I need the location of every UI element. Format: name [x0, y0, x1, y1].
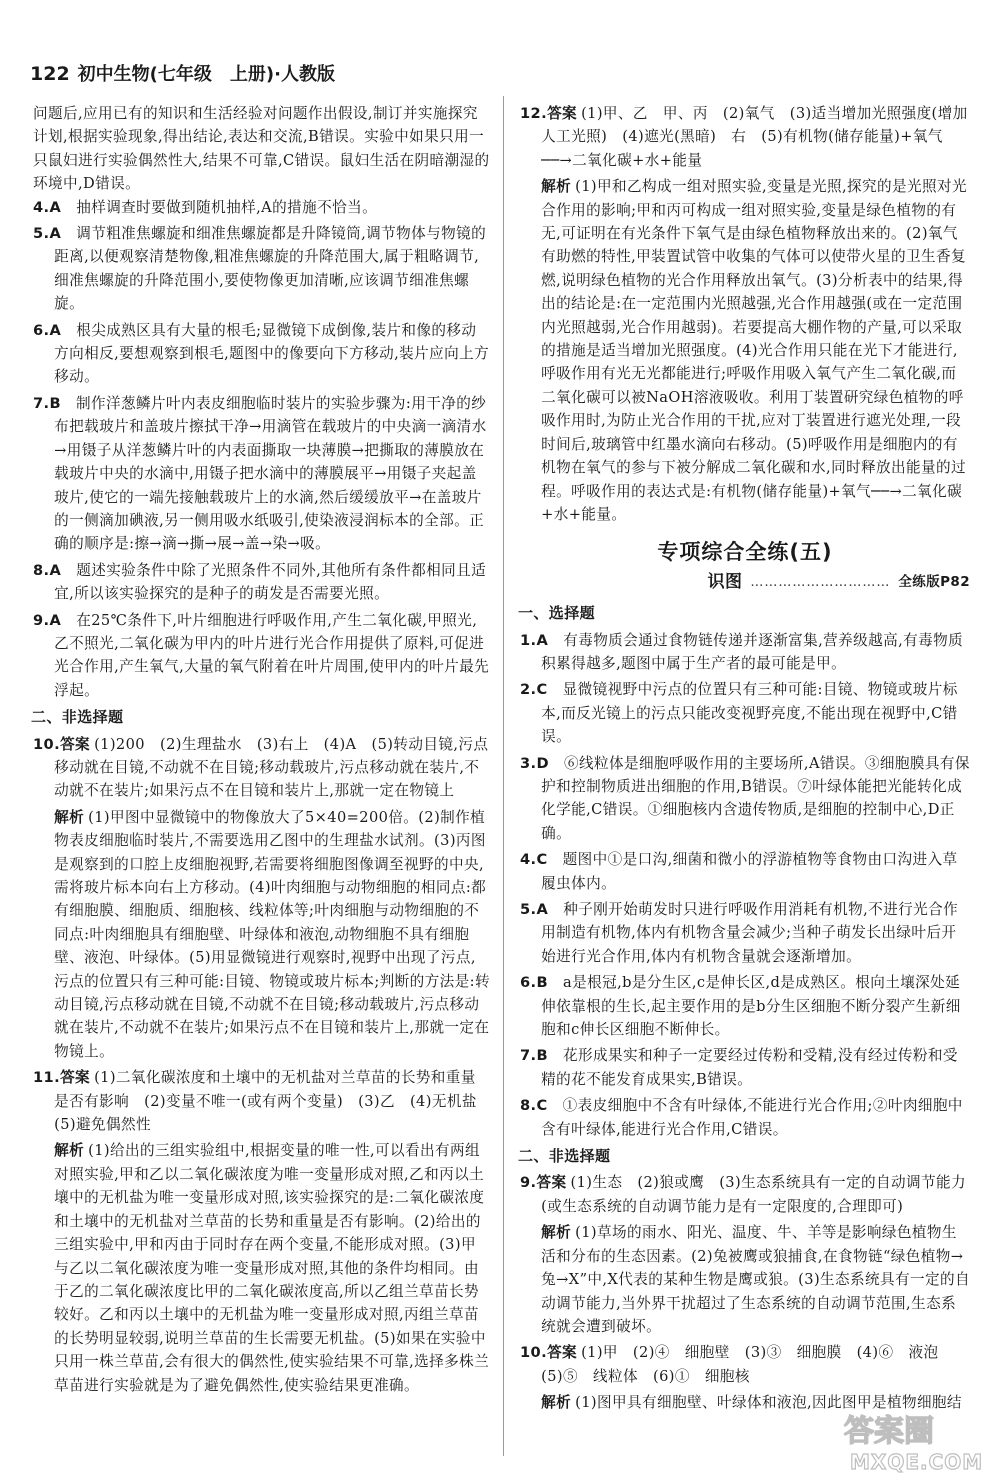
explain-label: 解析 — [541, 178, 572, 196]
item-number: 7.B — [520, 1047, 549, 1065]
item-text: 题图中①是口沟,细菌和微小的浮游植物等食物由口沟进入草履虫体内。 — [541, 851, 958, 892]
item-number: 7.B — [33, 394, 62, 412]
item-number: 1.A — [520, 631, 549, 649]
explain-label: 解析 — [541, 1394, 572, 1412]
explanation — [33, 806, 490, 1063]
item-number: 11. — [33, 1069, 61, 1087]
explain-text: (1)图甲具有细胞壁、叶绿体和液泡,因此图甲是植物细胞结 — [575, 1394, 962, 1412]
answer-item — [520, 752, 970, 846]
explain-label: 解析 — [541, 1224, 572, 1242]
item-number: 8.A — [33, 561, 62, 579]
item-text: 显微镜视野中污点的位置只有三种可能:目镜、物镜或玻片标本,而反光镜上的污点只能改变视野亮度,不能出现在视野中,C错误。 — [541, 681, 958, 746]
answer-item — [520, 1094, 970, 1141]
item-number: 4.C — [520, 851, 548, 869]
special-practice-title: 专项综合全练(五) — [657, 540, 833, 565]
answer-label: 答案 — [60, 1069, 91, 1087]
explain-text: (1)甲图中显微镜中的物像放大了5×40=200倍。(2)制作植物表皮细胞临时装片,不需要选用乙图中的生理盐水试剂。(3)丙图是观察到的口腔上皮细胞视野,若需要将细胞图像调至视野的中央,需将玻片标本向右上方移动。(4)叶肉细胞与动物细胞的相同点:都有细胞膜、细胞质、细胞核、线粒体等;叶肉细胞与动物细胞的不同点:叶肉细胞具有细胞壁、叶绿体和液泡,动物细胞不具有细胞壁、液泡、叶绿体。(5)用显微镜进行观察时,视野中出现了污点,污点的位置只有三种可能:目镜、物镜或玻片标本;判断的方法是:转动目镜,污点移动就在目镜,不动就不在目镜;移动载玻片,污点移动就在装片,不动就不在装片;如果污点不在目镜和装片上,那就一定在物镜上。 — [54, 808, 490, 1060]
item-number: 2.C — [520, 681, 548, 699]
answer-item — [33, 1066, 490, 1136]
answer-item — [33, 196, 490, 219]
explain-text: (1)草场的雨水、阳光、温度、牛、羊等是影响绿色植物生活和分布的生态因素。(2)兔被鹰或狼捕食,在食物链“绿色植物→兔→X”中,X代表的某种生物是鹰或狼。(3)生态系统具有一定的自动调节能力,当外界干扰超过了生态系统的自动调节范围,生态系统就会遭到破坏。 — [541, 1224, 970, 1335]
answer-item — [33, 559, 490, 606]
page-number: 122 — [30, 63, 70, 85]
item-number: 8.C — [520, 1097, 548, 1115]
watermark-logo — [836, 1407, 986, 1477]
watermark-text: 答案圈 — [844, 1414, 934, 1449]
leader-dots: ………………………… — [750, 574, 891, 590]
answer-item — [520, 102, 970, 172]
answer-item — [33, 609, 490, 703]
answer-label: 答案 — [547, 1344, 578, 1362]
item-text: 有毒物质会通过食物链传递并逐渐富集,营养级越高,有毒物质积累得越多,题图中属于生产者的最可能是甲。 — [541, 631, 964, 672]
watermark-url: MXQE.COM — [850, 1450, 984, 1474]
column-divider — [503, 96, 504, 1456]
explanation — [520, 175, 970, 526]
item-number: 3.D — [520, 754, 550, 772]
answer-text: (1)二氧化碳浓度和土壤中的无机盐对兰草苗的长势和重量是否有影响 (2)变量不唯一(或有两个变量) (3)乙 (4)无机盐 (5)避免偶然性 — [54, 1069, 492, 1134]
answer-text: (1)甲、乙 甲、丙 (2)氧气 (3)适当增加光照强度(增加人工光照) (4)遮光(黑暗) 右 (5)有机物(储存能量)+氧气──→二氧化碳+水+能量 — [541, 105, 968, 169]
item-text: 调节粗准焦螺旋和细准焦螺旋都是升降镜筒,调节物体与物镜的距离,以便观察清楚物像,粗准焦螺旋的升降范围大,属于粗略调节,细准焦螺旋的升降范围小,要使物像更加清晰,应该调节细准焦螺旋。 — [54, 225, 487, 313]
item-number: 5.A — [520, 901, 549, 918]
subsection-line — [520, 571, 970, 594]
page-header — [30, 60, 335, 86]
item-text: ①表皮细胞中不含有叶绿体,不能进行光合作用;②叶肉细胞中含有叶绿体,能进行光合作用,C错误。 — [541, 1097, 963, 1138]
answer-item — [33, 319, 490, 389]
explain-label: 解析 — [54, 1142, 85, 1160]
item-text: a是根冠,b是分生区,c是伸长区,d是成熟区。根向土壤深处延伸依靠根的生长,起主要作用的是b分生区细胞不断分裂产生新细胞和c伸长区细胞不断伸长。 — [541, 974, 961, 1039]
item-text: 在25℃条件下,叶片细胞进行呼吸作用,产生二氧化碳,甲照光,乙不照光,二氧化碳为甲内的叶片进行光合作用提供了原料,可促进光合作用,产生氧气,大量的氧气附着在叶片周围,使甲内的叶片最先浮起。 — [54, 611, 490, 699]
answer-text: (1)200 (2)生理盐水 (3)右上 (4)A (5)转动目镜,污点移动就在目镜,不动就不在目镜;移动载玻片,污点移动就在装片,不动就不在装片;如果污点不在目镜和装片上,那就一定在物镜上 — [54, 735, 489, 800]
answer-item — [520, 629, 970, 676]
item-number: 9. — [520, 1174, 537, 1192]
right-column — [520, 102, 970, 1418]
answer-label: 答案 — [547, 105, 578, 122]
page-reference: 全练版P82 — [898, 573, 970, 590]
explain-label: 解析 — [54, 808, 85, 826]
left-column — [33, 102, 490, 1400]
item-text: ⑥线粒体是细胞呼吸作用的主要场所,A错误。③细胞膜具有保护和控制物质进出细胞的作用,B错误。⑦叶绿体能把光能转化成化学能,C错误。①细胞核内含遗传物质,是细胞的控制中心,D正确。 — [541, 754, 970, 842]
answer-label: 答案 — [536, 1174, 567, 1192]
item-number: 9.A — [33, 611, 62, 629]
section-heading: 一、选择题 — [518, 604, 596, 623]
answer-text: (1)甲 (2)④ 细胞壁 (3)③ 细胞膜 (4)⑥ 液泡 (5)⑤ 线粒体 (6)① 细胞核 — [541, 1344, 954, 1385]
explanation — [33, 1139, 490, 1396]
item-text: 花形成果实和种子一定要经过传粉和受精,没有经过传粉和受精的花不能发育成果实,B错误。 — [541, 1047, 958, 1088]
book-title: 初中生物(七年级 上册)·人教版 — [77, 64, 335, 85]
explain-text: (1)甲和乙构成一组对照实验,变量是光照,探究的是光照对光合作用的影响;甲和丙可构成一组对照实验,变量是绿色植物的有无,可证明在有光条件下氧气是由绿色植物释放出来的。(2)氧气有助燃的特性,甲装置试管中收集的气体可以使带火星的卫生香复燃,说明绿色植物的光合作用释放出氧气。(3)分析表中的结果,得出的结论是:在一定范围内光照越强,光合作用越强(或在一定范围内光照越弱,光合作用越弱)。若要提高大棚作物的产量,可以采取的措施是适当增加光照强度。(4)光合作用只能在光下才能进行,呼吸作用有光无光都能进行;呼吸作用吸入氧气产生二氧化碳,而二氧化碳可以被NaOH溶液吸收。利用丁装置研究绿色植物的呼吸作用时,为防止光合作用的干扰,应对丁装置进行遮光处理,一段时间后,玻璃管中红墨水滴向右移动。(5)呼吸作用是细胞内的有机物在氧气的参与下被分解成二氧化碳和水,同时释放出能量的过程。呼吸作用的表达式是:有机物(储存能量)+氧气──→二氧化碳+水+能量。 — [541, 178, 967, 523]
answer-item — [520, 848, 970, 895]
answer-text: (1)生态 (2)狼或鹰 (3)生态系统具有一定的自动调节能力(或生态系统的自动调节能力是有一定限度的,合理即可) — [541, 1174, 966, 1215]
section-heading: 二、非选择题 — [518, 1147, 611, 1166]
answer-item — [520, 678, 970, 748]
item-number: 10. — [520, 1344, 548, 1362]
item-number: 6.A — [33, 321, 62, 339]
item-text: 制作洋葱鳞片叶内表皮细胞临时装片的实验步骤为:用干净的纱布把载玻片和盖玻片擦拭干净→用滴管在载玻片的中央滴一滴清水→用镊子从洋葱鳞片叶的内表面撕取一块薄膜→把撕取的薄膜放在载玻片中央的水滴中,用镊子把水滴中的薄膜展平→用镊子夹起盖玻片,使它的一端先接触载玻片上的水滴,然后缓缓放平→在盖玻片的一侧滴加碘液,另一侧用吸水纸吸引,使染液浸润标本的全部。正确的顺序是:擦→滴→撕→展→盖→染→吸。 — [54, 394, 487, 553]
item-number: 10. — [33, 735, 61, 753]
item-number: 6.B — [520, 974, 549, 992]
answer-item — [520, 1341, 970, 1388]
item-text: 根尖成熟区具有大量的根毛;显微镜下成倒像,装片和像的移动方向相反,要想观察到根毛,题图中的像要向下方移动,装片应向上方移动。 — [54, 321, 490, 386]
explain-text: (1)给出的三组实验组中,根据变量的唯一性,可以看出有两组对照实验,甲和乙以二氧化碳浓度为唯一变量形成对照,乙和丙以土壤中的无机盐为唯一变量形成对照,该实验探究的是:二氧化碳浓度和土壤中的无机盐对兰草苗的长势和重量是否有影响。(2)给出的三组实验中,甲和丙由于同时存在两个变量,不能形成对照。(3)甲与乙以二氧化碳浓度为唯一变量形成对照,其他的条件均相同。由于乙的二氧化碳浓度比甲的二氧化碳浓度高,所以乙组兰草苗长势较好。乙和丙以土壤中的无机盐为唯一变量形成对照,丙组兰草苗的长势明显较弱,说明兰草苗的生长需要无机盐。(5)如果在实验中只用一株兰草苗,会有很大的偶然性,使实验结果不可靠,选择多株兰草苗进行实验就是为了避免偶然性,使实验结果更准确。 — [54, 1142, 490, 1394]
answer-label: 答案 — [60, 735, 91, 753]
answer-item — [33, 733, 490, 803]
answer-item — [520, 1171, 970, 1218]
continued-text: 问题后,应用已有的知识和生活经验对问题作出假设,制订并实施探究计划,根据实验现象,得出结论,表达和交流,B错误。实验中如果只用一只鼠妇进行实验偶然性大,结果不可靠,C错误。鼠妇生活在阴暗潮湿的环境中,D错误。 — [33, 105, 490, 193]
answer-item — [33, 222, 490, 316]
answer-item — [520, 971, 970, 1041]
section-heading: 二、非选择题 — [31, 708, 124, 727]
answer-item — [520, 1044, 970, 1091]
item-number: 12. — [520, 105, 548, 122]
item-text: 种子刚开始萌发时只进行呼吸作用消耗有机物,不进行光合作用制造有机物,体内有机物含量会减少;当种子萌发长出绿叶后开始进行光合作用,体内有机物含量就会逐渐增加。 — [541, 901, 959, 965]
item-number: 4.A — [33, 198, 62, 216]
answer-item — [520, 898, 970, 968]
answer-item — [33, 392, 490, 556]
explanation — [520, 1221, 970, 1338]
subsection-label: 识图 — [707, 571, 743, 592]
item-number: 5.A — [33, 225, 62, 243]
item-text: 抽样调查时要做到随机抽样,A的措施不恰当。 — [76, 198, 378, 216]
item-text: 题述实验条件中除了光照条件不同外,其他所有条件都相同且适宜,所以该实验探究的是种子的萌发是否需要光照。 — [54, 561, 487, 603]
